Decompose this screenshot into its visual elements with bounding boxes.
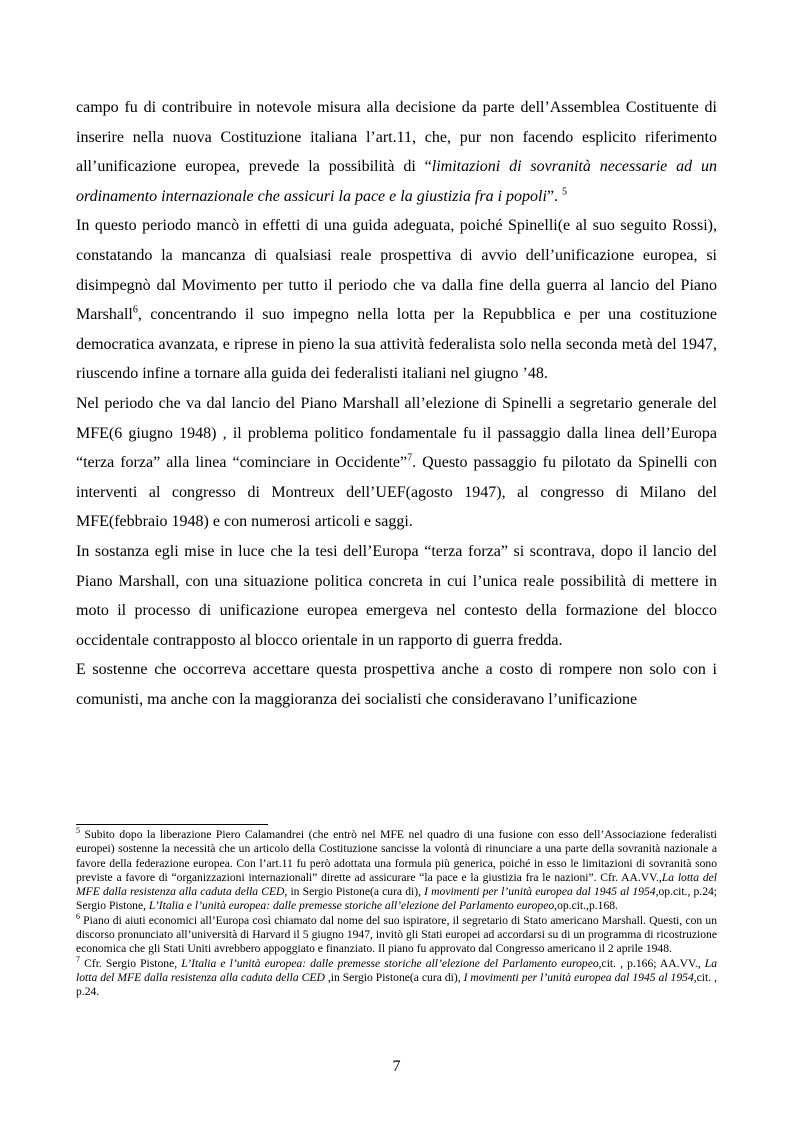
citation-title: I movimenti per l’unità europea dal 1945 al 1954 (463, 970, 694, 984)
paragraph-text: , concentrando il suo impegno nella lotta per la Repubblica e per una costituzione democratica avanzata, e riprese in pieno la sua attività federalista solo nella seconda metà del 1947, riuscendo infine a tornare alla guida dei federalisti italiani nel giugno ’48. (76, 306, 717, 383)
footnote-text: ,op.cit., p.24; Sergio Pistone, (76, 885, 718, 913)
citation-title: La lotta del MFE dalla resistenza alla caduta della CED (76, 956, 717, 984)
paragraph: E sostenne che occorreva accettare questa prospettiva anche a costo di rompere non solo con i comunisti, ma anche con la maggioranza dei socialisti che consideravano l’unificazione (76, 661, 717, 708)
citation-title: L’Italia e l’unità europea: dalle premesse storiche all’elezione del Parlamento europeo (181, 956, 599, 970)
paragraph-text: ”. (546, 187, 559, 205)
page-number: 7 (392, 1058, 401, 1075)
paragraph-text: In questo periodo mancò in effetti di una guida adeguata, poiché Spinelli(e al suo seguito Rossi), constatando la mancanza di qualsiasi reale prospettiva di avvio dell’unificazione europea, si disimpegnò dal Movimento per tutto il periodo che va dalla fine della guerra al lancio del Piano Marshall (76, 217, 717, 324)
footnote-text: ,in Sergio Pistone(a cura di), (324, 970, 464, 984)
citation-title: L’Italia e l’unità europea: dalle premesse storiche all’elezione del Parlamento europeo (148, 899, 555, 913)
footnote-7 (76, 954, 718, 1000)
paragraph-text: Nel periodo che va dal lancio del Piano Marshall all’elezione di Spinelli a segretario generale del MFE(6 giugno 1948) , il problema politico fondamentale fu il passaggio dalla linea dell’Europa “terza forza” alla linea “cominciare in Occidente” (76, 394, 717, 472)
footnote-text: ,cit. , p.166; AA.VV., (598, 956, 705, 970)
paragraph-text: . Questo passaggio fu pilotato da Spinelli con interventi al congresso di Montreux dell’UEF(agosto 1947), al congresso di Milano del MFE(febbraio 1948) e con numerosi articoli e saggi. (76, 454, 718, 531)
footnote-text: ,op.cit.,p.168. (554, 899, 618, 913)
footnote-text: , in Sergio Pistone(a cura di), (284, 885, 425, 899)
constitution-quote: limitazioni di sovranità necessarie ad un ordinamento internazionale che assicuri la pace e la giustizia fra i popoli (76, 158, 718, 205)
footnote-number: 6 (76, 911, 80, 921)
paragraph (76, 93, 717, 211)
citation-title: La lotta del MFE dalla resistenza alla caduta della CED (76, 870, 717, 899)
main-text (76, 93, 717, 714)
footnote-text: Subito dopo la liberazione Piero Calamandrei (che entrò nel MFE nel quadro di una fusione con esso dell’Associazione federalisti europei) sostenne la necessità che un articolo della Costituzione sancisse la volontà di rinunciare a una parte della sovranità nazionale a favore della federazione europea. Con l’art.11 fu però adottata una formula più generica, poiché in esso le limitazioni di sovranità sono previste a favore di “organizzazioni internazionali” dirette ad assicurare “la pace e la giustizia fra le nazioni”. Cfr. AA.VV., (76, 828, 717, 884)
footnote-number: 7 (76, 954, 80, 964)
footnote-number: 5 (76, 826, 80, 836)
footnotes (76, 828, 717, 1000)
footnote-text: ,cit. , p.24. (76, 970, 718, 999)
footnote-text: Piano di aiuti economici all’Europa così chiamato dal nome del suo ispiratore, il segretario di Stato americano Marshall. Questi, con un discorso pronunciato all’università di Harvard il 5 giugno 1947, invitò gli Stati europei ad accordarsi su di un programma di ricostruzione economica che gli Stati Uniti avrebbero appoggiato e finanziato. Il piano fu approvato dal Congresso americano il 2 aprile 1948. (76, 913, 717, 956)
citation-title: I movimenti per l’unità europea dal 1945 al 1954 (424, 885, 656, 899)
footnote-ref-5: 5 (562, 186, 568, 198)
footnote-5 (76, 828, 717, 914)
paragraph (76, 211, 717, 389)
paragraph: In sostanza egli mise in luce che la tesi dell’Europa “terza forza” si scontrava, dopo il lancio del Piano Marshall, con una situazione politica concreta in cui l’unica reale possibilità di mettere in moto il processo di unificazione europea emergeva nel contesto della formazione del blocco occidentale contrapposto al blocco orientale in un rapporto di guerra fredda. (76, 542, 717, 649)
footnote-text: Cfr. Sergio Pistone, (80, 956, 182, 970)
paragraph (76, 389, 717, 537)
paragraph-text: campo fu di contribuire in notevole misura alla decisione da parte dell’Assemblea Costituente di inserire nella nuova Costituzione italiana l’art.11, che, pur non facendo esplicito riferimento all’unificazione europea, prevede la possibilità di “ (76, 99, 717, 176)
footnote-6 (76, 911, 717, 957)
footnote-ref-6: 6 (132, 304, 138, 316)
footnote-ref-7: 7 (407, 452, 413, 464)
footnote-separator (76, 824, 268, 825)
